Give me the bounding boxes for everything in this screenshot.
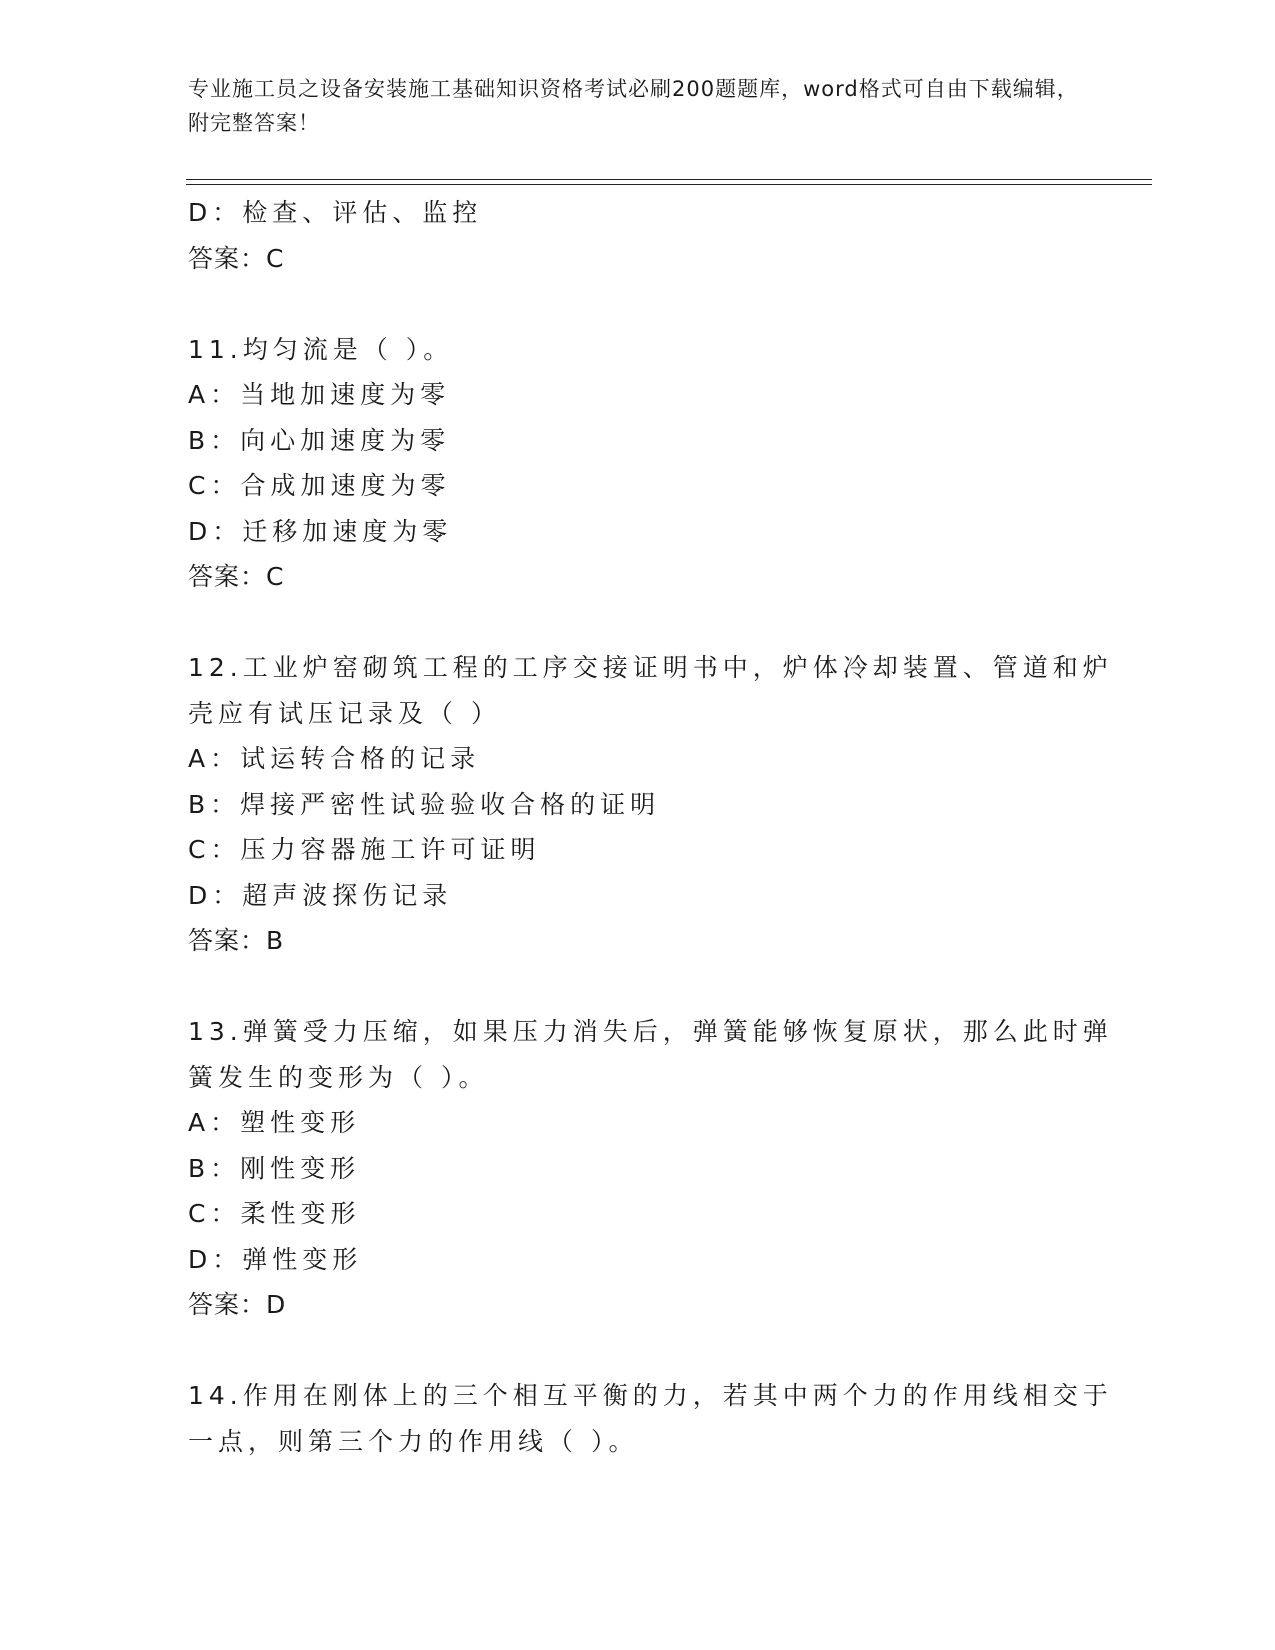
- q11-stem: 11.均匀流是（ ）。: [188, 334, 454, 364]
- q11-answer: 答案：C: [188, 562, 285, 591]
- q13-stem-line1: 13.弹簧受力压缩，如果压力消失后，弹簧能够恢复原状，那么此时弹: [188, 1017, 1113, 1046]
- q13-option-d: D：弹性变形: [188, 1244, 363, 1274]
- prev-option-d: D：检查、评估、监控: [188, 198, 483, 227]
- q11-option-c: C：合成加速度为零: [188, 471, 451, 500]
- q12-option-b: B：焊接严密性试验验收合格的证明: [188, 789, 661, 819]
- q13-answer: 答案：D: [188, 1290, 287, 1319]
- spacer: [188, 600, 1088, 646]
- q11-option-b: B：向心加速度为零: [188, 425, 451, 455]
- document-header: [188, 72, 1088, 140]
- header-divider-bottom: [186, 184, 1152, 185]
- q13-option-c: C：柔性变形: [188, 1199, 361, 1228]
- document-title: 专业施工员之设备安装施工基础知识资格考试必刷200题题库，word格式可自由下载编辑，附完整答案！: [188, 77, 1079, 135]
- q11-option-d: D：迁移加速度为零: [188, 516, 453, 546]
- q14-stem-line2: 一点，则第三个力的作用线（ ）。: [188, 1426, 639, 1456]
- spacer: [188, 281, 1088, 327]
- q12-answer: 答案：B: [188, 926, 285, 955]
- prev-answer: 答案：C: [188, 243, 285, 273]
- spacer: [188, 1328, 1088, 1374]
- spacer: [188, 964, 1088, 1010]
- q12-option-c: C：压力容器施工许可证明: [188, 835, 541, 864]
- question-list: [188, 190, 1113, 1464]
- q12-option-a: A：试运转合格的记录: [188, 744, 481, 773]
- q12-stem-line1: 12.工业炉窑砌筑工程的工序交接证明书中，炉体冷却装置、管道和炉: [188, 653, 1113, 682]
- q13-stem-line2: 簧发生的变形为（ ）。: [188, 1062, 489, 1092]
- q12-option-d: D：超声波探伤记录: [188, 880, 453, 910]
- q11-option-a: A：当地加速度为零: [188, 380, 451, 409]
- q13-option-b: B：刚性变形: [188, 1153, 361, 1183]
- q13-option-a: A：塑性变形: [188, 1108, 361, 1137]
- q12-stem-line2: 壳应有试压记录及（ ）: [188, 698, 501, 728]
- q14-stem-line1: 14.作用在刚体上的三个相互平衡的力，若其中两个力的作用线相交于: [188, 1381, 1113, 1410]
- header-divider-top: [186, 179, 1152, 180]
